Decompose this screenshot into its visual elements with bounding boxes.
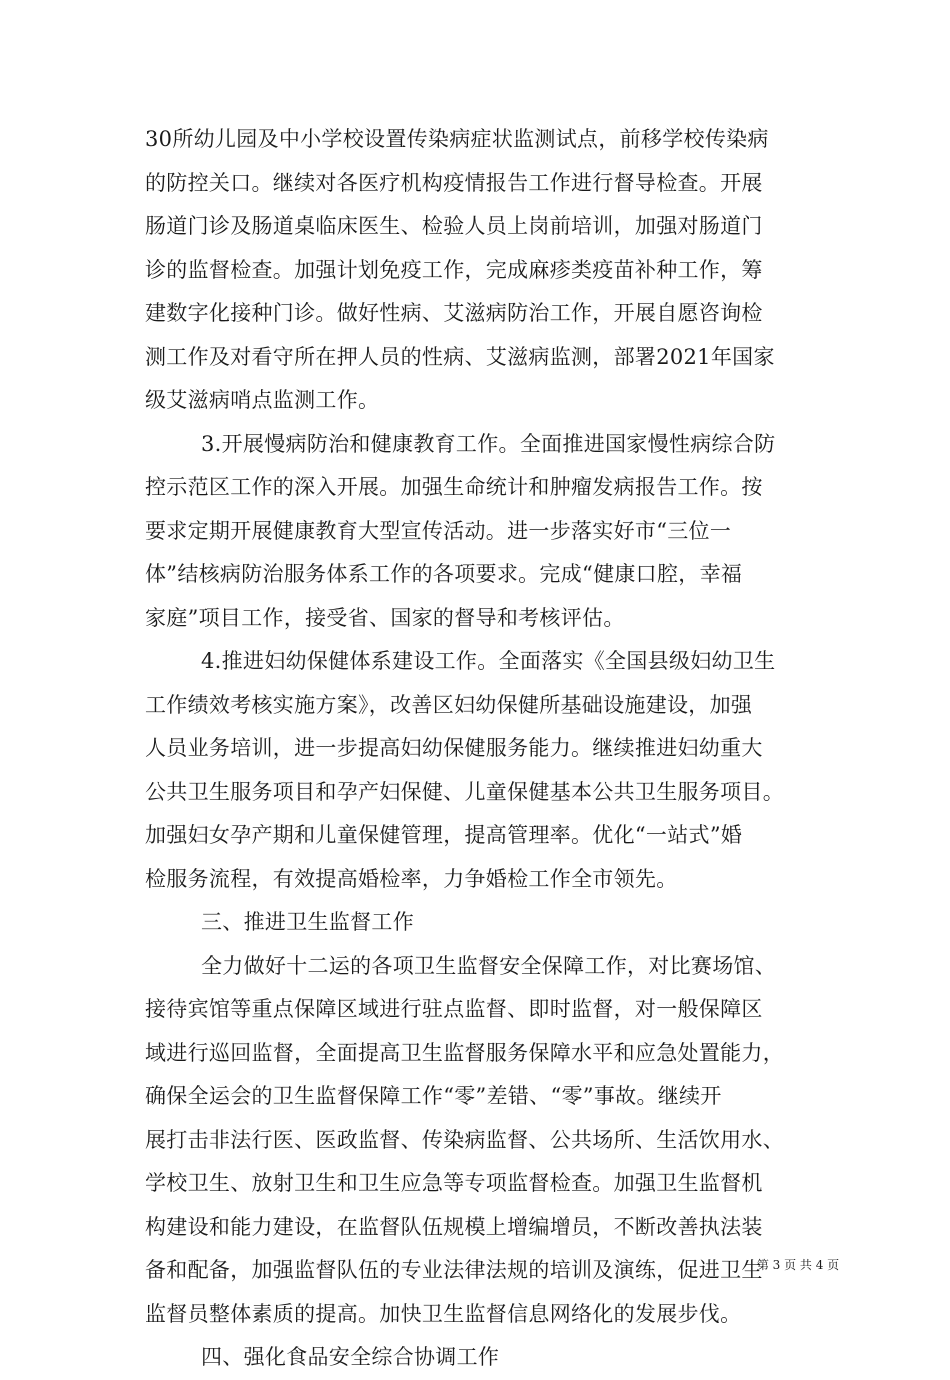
document-body	[145, 118, 810, 1380]
text-line: 要求定期开展健康教育大型宣传活动。进一步落实好市“三位一	[145, 518, 732, 543]
text-line: 控示范区工作的深入开展。加强生命统计和肿瘤发病报告工作。按	[145, 475, 763, 499]
text-line: 3.开展慢病防治和健康教育工作。全面推进国家慢性病综合防	[201, 431, 776, 456]
text-line: 检服务流程，有效提高婚检率，力争婚检工作全市领先。	[145, 866, 678, 891]
text-line: 四、强化食品安全综合协调工作	[201, 1345, 500, 1369]
page-footer	[0, 1256, 950, 1273]
text-line: 级艾滋病哨点监测工作。	[145, 388, 380, 412]
text-line: 加强妇女孕产期和儿童保健管理，提高管理率。优化“一站式”婚	[145, 823, 743, 847]
text-line: 肠道门诊及肠道桌临床医生、检验人员上岗前培训，加强对肠道门	[145, 214, 763, 238]
text-line: 人员业务培训，进一步提高妇幼保健服务能力。继续推进妇幼重大	[145, 736, 763, 760]
text-line: 工作绩效考核实施方案》，改善区妇幼保健所基础设施建设，加强	[145, 692, 753, 717]
page-number: 第 3 页 共 4 页	[756, 1258, 840, 1272]
text-line: 建数字化接种门诊。做好性病、艾滋病防治工作，开展自愿咨询检	[145, 301, 763, 325]
text-line: 学校卫生、放射卫生和卫生应急等专项监督检查。加强卫生监督机	[145, 1171, 763, 1195]
text-line: 30所幼儿园及中小学校设置传染病症状监测试点，前移学校传染病	[145, 127, 769, 151]
text-line: 域进行巡回监督，全面提高卫生监督服务保障水平和应急处置能力，	[145, 1040, 784, 1065]
text-line: 接待宾馆等重点保障区域进行驻点监督、即时监督，对一般保障区	[145, 997, 763, 1021]
text-line: 家庭”项目工作，接受省、国家的督导和考核评估。	[145, 605, 625, 630]
text-line: 全力做好十二运的各项卫生监督安全保障工作，对比赛场馆、	[201, 953, 777, 978]
text-line: 测工作及对看守所在押人员的性病、艾滋病监测，部署2021年国家	[145, 344, 775, 369]
text-line: 公共卫生服务项目和孕产妇保健、儿童保健基本公共卫生服务项目。	[145, 779, 784, 804]
text-line: 构建设和能力建设，在监督队伍规模上增编增员，不断改善执法装	[145, 1214, 763, 1239]
text-line: 体”结核病防治服务体系工作的各项要求。完成“健康口腔，幸福	[145, 562, 743, 586]
text-line: 三、推进卫生监督工作	[201, 910, 414, 934]
text-line: 的防控关口。继续对各医疗机构疫情报告工作进行督导检查。开展	[145, 170, 763, 195]
text-line: 监督员整体素质的提高。加快卫生监督信息网络化的发展步伐。	[145, 1301, 742, 1326]
text-line: 确保全运会的卫生监督保障工作“零”差错、“零”事故。继续开	[145, 1084, 722, 1108]
text-line: 诊的监督检查。加强计划免疫工作，完成麻疹类疫苗补种工作，筹	[145, 257, 763, 282]
text-line: 备和配备，加强监督队伍的专业法律法规的培训及演练，促进卫生	[145, 1258, 763, 1282]
text-line: 4.推进妇幼保健体系建设工作。全面落实《全国县级妇幼卫生	[201, 649, 776, 673]
text-line: 展打击非法行医、医政监督、传染病监督、公共场所、生活饮用水、	[145, 1127, 784, 1152]
